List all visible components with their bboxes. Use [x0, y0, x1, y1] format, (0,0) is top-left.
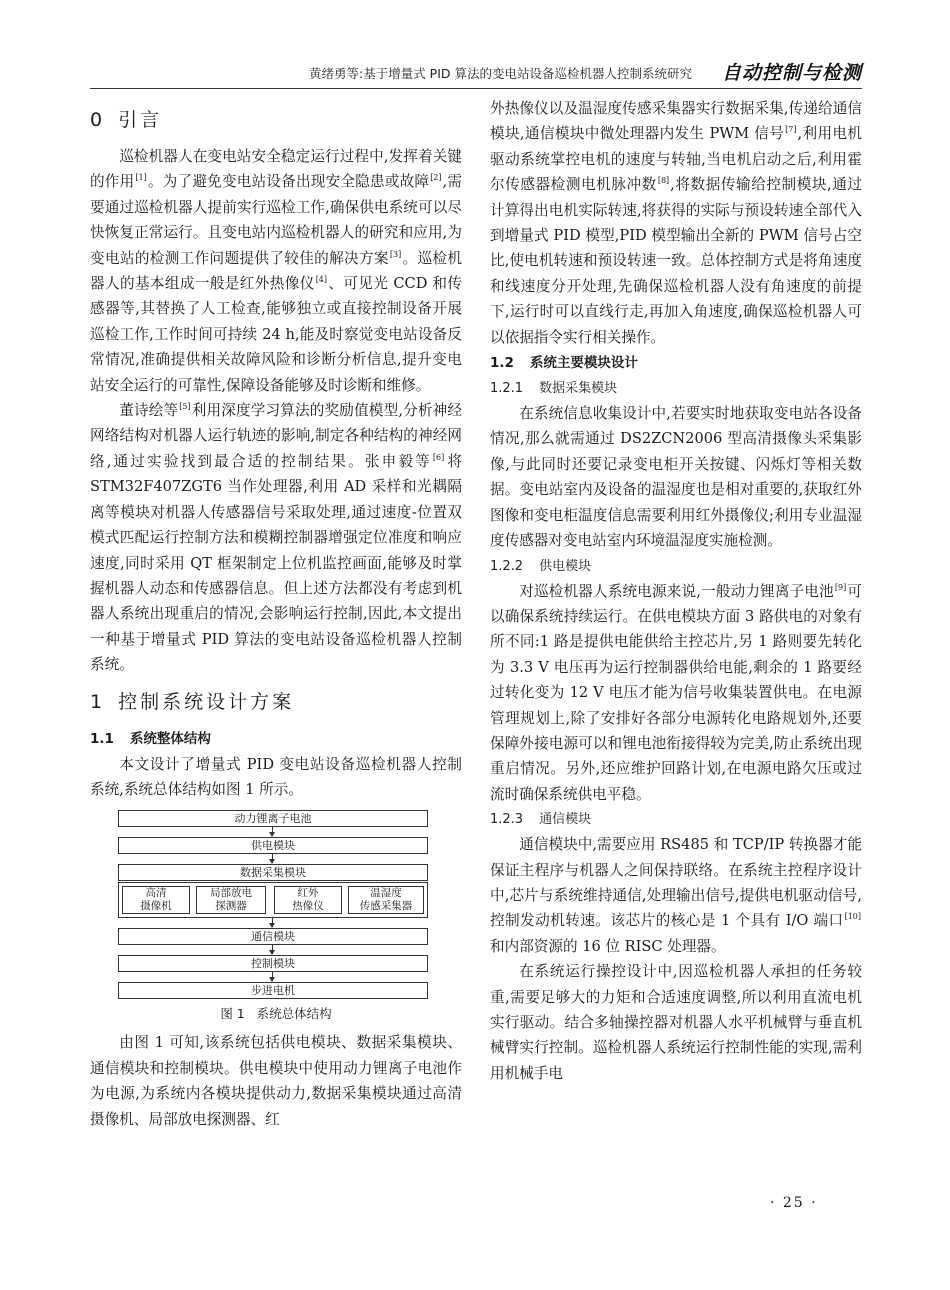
citation[interactable]: [10]	[844, 912, 861, 922]
section-1-2-2-paragraph: 对巡检机器人系统电源来说,一般动力锂离子电池[9]可以确保系统持续运行。在供电模块方面 3 路供电的对象有所不同:1 路是提供电能供给主控芯片,另 1 路则要先转化为 3.3 V 电压再为运行控制器供给电能,剩余的 1 路要经过转化变为 12 V 电压才能为信号收集装置供电。在电源管理规划上,除了安排好各部分电源转化电路规划外,还要保障外接电源可以和锂电池衔接得较为完美,防止系统出现重启情况。另外,还应维护回路计划,在电源电路欠压或过流时确保系统供电平稳。	[490, 582, 862, 803]
figure-1-diagram	[90, 810, 462, 1030]
citation[interactable]: [3]	[389, 249, 402, 259]
box-control-module: 控制模块	[118, 955, 428, 972]
section-1-2-2-heading	[490, 554, 862, 579]
citation[interactable]: [4]	[315, 275, 328, 285]
section-number: 1	[90, 690, 103, 713]
left-column	[90, 96, 462, 1132]
section-1-2-3-paragraph-2: 在系统运行操控设计中,因巡检机器人承担的任务较重,需要足够大的力矩和合适速度调整,所以利用直流电机实行驱动。结合多轴操控器对机器人水平机械臂与垂直机械臂实行控制。巡检机器人系统运行控制性能的实现,需利用机械手电	[490, 963, 862, 1082]
section-number: 0	[90, 109, 103, 131]
running-header	[90, 54, 862, 89]
arrow	[272, 971, 273, 981]
box-temp-humidity-sensor: 温湿度 传感采集器	[348, 886, 424, 914]
section-1-1-heading	[90, 726, 462, 752]
section-1-1-paragraph-2: 由图 1 可知,该系统包括供电模块、数据采集模块、通信模块和控制模块。供电模块中使用动力锂离子电池作为电源,为系统内各模块提供动力,数据采集模块通过高清摄像机、局部放电探测器、红	[90, 1034, 462, 1128]
citation[interactable]: [1]	[135, 173, 147, 183]
arrow	[272, 944, 273, 954]
box-infrared-imager: 红外 热像仪	[274, 886, 342, 914]
section-number: 1.2.3	[490, 812, 524, 828]
section-1-2-heading	[490, 350, 862, 376]
section-0-heading	[90, 96, 462, 144]
section-1-1-paragraph-1: 本文设计了增量式 PID 变电站设备巡检机器人控制系统,系统总体结构如图 1 所示。	[90, 755, 462, 798]
header-authors-title: 黄绪勇等:基于增量式 PID 算法的变电站设备巡检机器人控制系统研究	[308, 66, 692, 81]
citation[interactable]: [5]	[179, 402, 191, 412]
arrow	[272, 917, 273, 927]
citation[interactable]: [9]	[834, 582, 847, 592]
section-1-2-1-heading	[490, 376, 862, 401]
intro-paragraph-1: 巡检机器人在变电站安全稳定运行过程中,发挥着关键的作用[1]。为了避免变电站设备出现安全隐患或故障[2],需要通过巡检机器人提前实行巡检工作,确保供电系统可以尽快恢复正常运行。且变电站内巡检机器人的研究和应用,为变电站的检测工作问题提供了较佳的解决方案[3]。巡检机器人的基本组成一般是红外热像仪[4]、可见光 CCD 和传感器等,其替换了人工检查,能够独立或直接控制设备开展巡检工作,工作时间可持续 24 h,能及时察觉变电站设备反常情况,准确提供相关故障风险和诊断分析信息,提升变电站安全运行的可靠性,保障设备能够及时诊断和维修。	[90, 148, 462, 394]
journal-name: 自动控制与检测	[721, 62, 862, 84]
section-number: 1.2	[490, 355, 514, 372]
box-partial-discharge-detector: 局部放电 探测器	[196, 886, 266, 914]
intro-paragraph-2: 董诗绘等[5]利用深度学习算法的奖励值模型,分析神经网络结构对机器人运行轨迹的影响,制定各种结构的神经网络,通过实验找到最合适的控制结果。张申毅等[6]将 STM32F407ZGT6 当作处理器,利用 AD 采样和光耦隔离等模块对机器人传感器信号采取处理,通过速度-位置双模式匹配运行控制方法和模糊控制器增强定位准度和响应速度,同时采用 QT 框架制定上位机监控画面,能够及时掌握机器人动态和传感器信息。但上述方法都没有考虑到机器人系统出现重启的情况,会影响运行控制,因此,本文提出一种基于增量式 PID 算法的变电站设备巡检机器人控制系统。	[90, 402, 462, 674]
section-number: 1.1	[90, 730, 114, 747]
box-hd-camera: 高清 摄像机	[122, 886, 190, 914]
section-title: 供电模块	[539, 558, 592, 574]
box-stepper-motor: 步进电机	[118, 982, 428, 999]
section-title: 数据采集模块	[539, 381, 618, 397]
section-1-2-3-paragraph-1: 通信模块中,需要应用 RS485 和 TCP/IP 转换器才能保证主程序与机器人之间保持联络。在系统主控程序设计中,芯片与系统维持通信,处理输出信号,提供电机驱动信号,控制发动机转速。该芯片的核心是 1 个具有 I/O 端口[10]和内部资源的 16 位 RISC 处理器。	[490, 836, 862, 955]
citation[interactable]: [6]	[432, 452, 445, 462]
page-number: · 25 ·	[770, 1195, 818, 1211]
section-number: 1.2.2	[490, 558, 524, 574]
box-power-module: 供电模块	[118, 837, 428, 854]
section-1-2-3-heading	[490, 807, 862, 832]
arrow	[272, 853, 273, 863]
section-1-2-1-paragraph: 在系统信息收集设计中,若要实时地获取变电站各设备情况,那么就需通过 DS2ZCN2006 型高清摄像头采集影像,与此同时还要记录变电柜开关按键、闪烁灯等相关数据。变电站室内及设备的温湿度也是相对重要的,获取红外图像和变电柜温度信息需要利用红外摄像仪;利用专业温湿度传感器对变电站室内环境温湿度实施检测。	[490, 405, 862, 550]
section-title: 系统整体结构	[129, 730, 211, 747]
section-1-1-paragraph-2-continued: 外热像仪以及温湿度传感采集器实行数据采集,传递给通信模块,通信模块中微处理器内发生 PWM 信号[7],利用电机驱动系统掌控电机的速度与转轴,当电机启动之后,利用霍尔传感器检测电机脉冲数[8],将数据传输给控制模块,通过计算得出电机实际转速,将获得的实际与预设转速全部代入到增量式 PID 模型,PID 模型输出全新的 PWM 信号占空比,使电机转速和预设转速一致。总体控制方式是将角速度和线速度分开处理,先确保巡检机器人没有角速度的前提下,运行时可以直线行走,再加入角速度,确保巡检机器人可以依据指令实行相关操作。	[490, 100, 863, 346]
citation[interactable]: [8]	[657, 176, 670, 186]
arrow	[272, 826, 273, 836]
citation[interactable]: [2]	[430, 173, 442, 183]
figure-1-caption: 图 1 系统总体结构	[220, 1006, 332, 1022]
section-title: 控制系统设计方案	[118, 690, 295, 713]
section-number: 1.2.1	[490, 381, 524, 397]
box-data-acquisition: 数据采集模块	[118, 864, 428, 881]
citation[interactable]: [7]	[785, 125, 797, 135]
right-column	[490, 96, 862, 1086]
section-1-heading	[90, 678, 462, 726]
box-battery: 动力锂离子电池	[118, 810, 428, 827]
section-title: 通信模块	[539, 812, 592, 828]
box-communication-module: 通信模块	[118, 928, 428, 945]
section-title: 引言	[118, 109, 163, 131]
section-title: 系统主要模块设计	[529, 355, 638, 372]
